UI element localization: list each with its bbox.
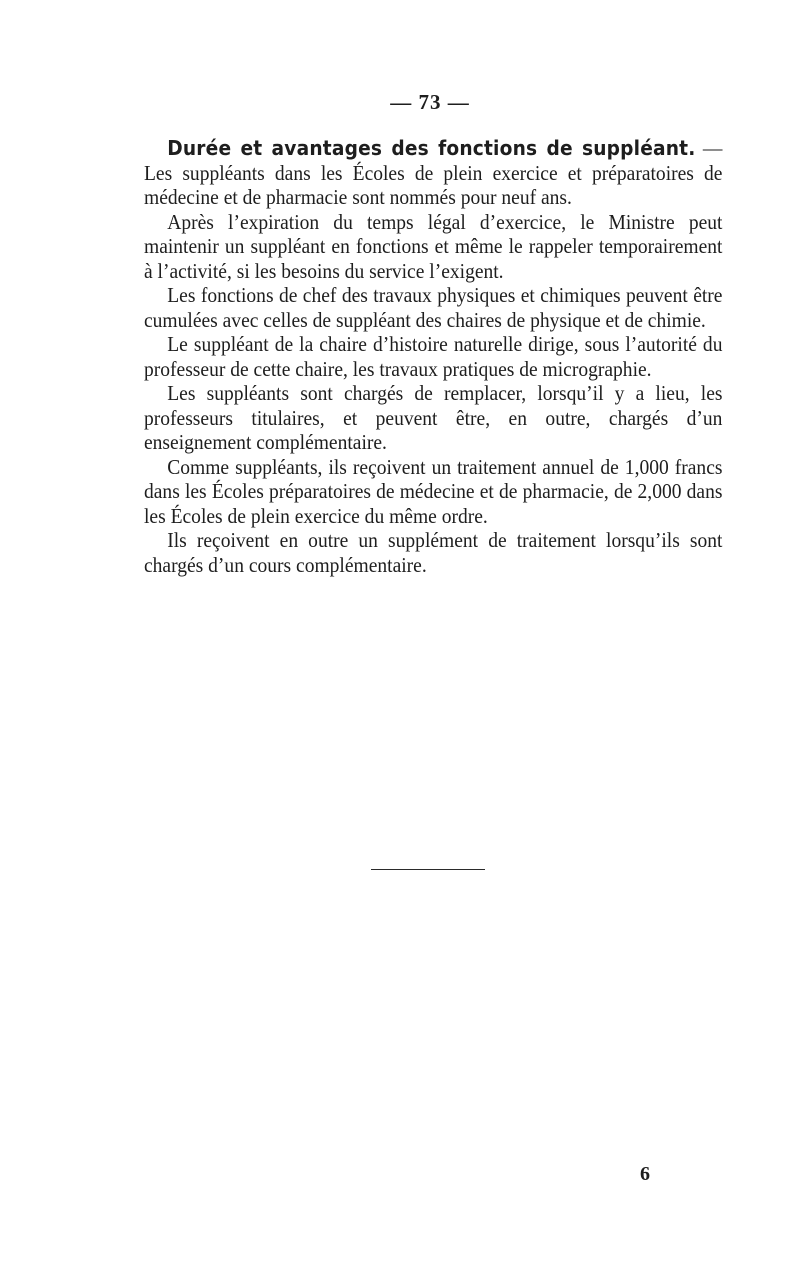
section-end-rule	[371, 869, 485, 870]
paragraph-1	[144, 136, 722, 210]
signature-mark: 6	[640, 1163, 650, 1185]
paragraph-7: Ils reçoivent en outre un supplément de traitement lorsqu’ils sont chargés d’un cours complémentaire.	[144, 528, 723, 577]
page-number: — 73 —	[390, 90, 470, 114]
paragraph-2: Après l’expiration du temps légal d’exercice, le Ministre peut maintenir un suppléant en fonctions et même le rappeler temporairement à l’activité, si les besoins du service l’exigent.	[144, 209, 723, 283]
section-title: Durée et avantages des fonctions de suppléant.	[167, 136, 696, 160]
paragraph-3: Les fonctions de chef des travaux physiques et chimiques peuvent être cumulées avec celles de suppléant des chaires de physique et de chimie.	[144, 283, 723, 332]
paragraph-4: Le suppléant de la chaire d’histoire naturelle dirige, sous l’autorité du professeur de cette chaire, les travaux pratiques de micrographie.	[144, 332, 723, 381]
paragraph-5: Les suppléants sont chargés de remplacer, lorsqu’il y a lieu, les professeurs titulaires, et peuvent être, en outre, chargés d’un enseignement complémentaire.	[144, 381, 723, 454]
paragraph-text: — Les suppléants dans les Écoles de plein exercice et préparatoires de médecine et de pharmacie sont nommés pour neuf ans.	[144, 136, 723, 209]
body-text	[144, 136, 722, 577]
paragraph-6: Comme suppléants, ils reçoivent un traitement annuel de 1,000 francs dans les Écoles préparatoires de médecine et de pharmacie, de 2,000 dans les Écoles de plein exercice du même ordre.	[144, 454, 723, 528]
